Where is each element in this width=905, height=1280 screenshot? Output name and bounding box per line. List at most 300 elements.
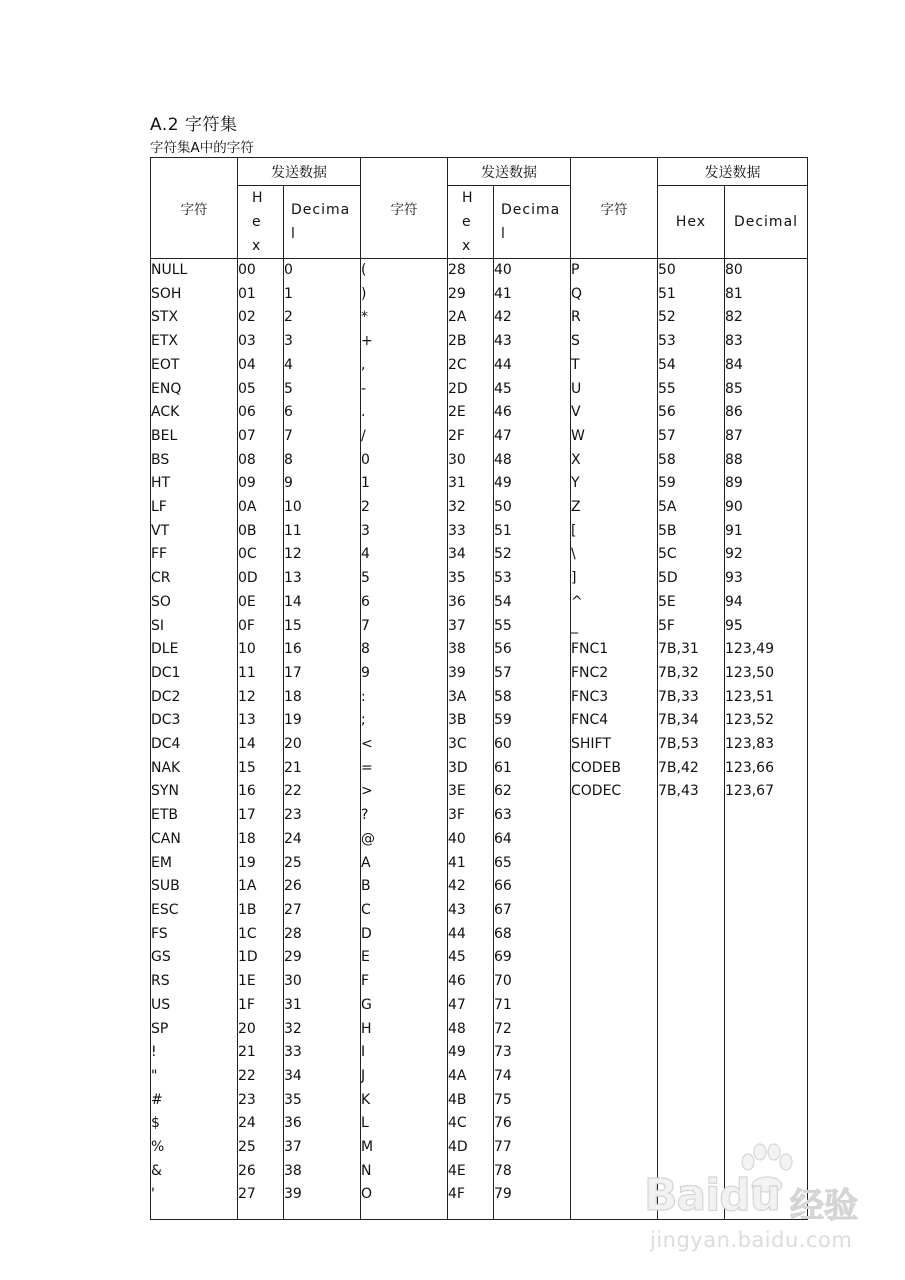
table-row — [151, 472, 808, 496]
cell-char-b: - — [361, 378, 448, 402]
cell-char-a: SP — [151, 1018, 238, 1042]
cell-hex-c: 52 — [658, 306, 725, 330]
cell-hex-a: 1C — [238, 923, 284, 947]
cell-char-c: W — [571, 425, 658, 449]
cell-dec-c: 83 — [725, 330, 808, 354]
table-row — [151, 330, 808, 354]
cell-hex-b: 48 — [448, 1018, 494, 1042]
cell-char-b: ( — [361, 259, 448, 283]
cell-hex-a: 27 — [238, 1183, 284, 1207]
cell-dec-a: 24 — [284, 828, 361, 852]
cell-char-c: T — [571, 354, 658, 378]
cell-char-b: 6 — [361, 591, 448, 615]
cell-dec-a: 37 — [284, 1136, 361, 1160]
cell-char-b: ; — [361, 709, 448, 733]
cell-char-c: ^ — [571, 591, 658, 615]
cell-dec-c — [725, 1089, 808, 1113]
cell-char-b: J — [361, 1065, 448, 1089]
cell-dec-b: 47 — [494, 425, 571, 449]
table-row — [151, 283, 808, 307]
cell-dec-a: 23 — [284, 804, 361, 828]
cell-hex-b: 35 — [448, 567, 494, 591]
cell-dec-a: 4 — [284, 354, 361, 378]
cell-hex-c — [658, 946, 725, 970]
cell-dec-b: 48 — [494, 449, 571, 473]
cell-hex-c — [658, 994, 725, 1018]
table-row — [151, 638, 808, 662]
cell-char-c: FNC3 — [571, 686, 658, 710]
cell-char-c: FNC4 — [571, 709, 658, 733]
table-row — [151, 875, 808, 899]
cell-char-c — [571, 1018, 658, 1042]
cell-hex-b: 3A — [448, 686, 494, 710]
cell-hex-c — [658, 1112, 725, 1136]
cell-dec-b: 76 — [494, 1112, 571, 1136]
cell-char-a: CR — [151, 567, 238, 591]
table-bottom-cell — [448, 1207, 494, 1220]
cell-dec-b: 50 — [494, 496, 571, 520]
cell-dec-b: 46 — [494, 401, 571, 425]
cell-char-b: 1 — [361, 472, 448, 496]
cell-hex-a: 16 — [238, 780, 284, 804]
cell-char-c — [571, 804, 658, 828]
decimal-header-3: Decimal — [725, 186, 808, 259]
cell-char-c: FNC2 — [571, 662, 658, 686]
cell-dec-b: 45 — [494, 378, 571, 402]
cell-hex-b: 4A — [448, 1065, 494, 1089]
cell-hex-c: 7B,31 — [658, 638, 725, 662]
cell-hex-b: 28 — [448, 259, 494, 283]
cell-char-c — [571, 970, 658, 994]
cell-char-b: > — [361, 780, 448, 804]
cell-dec-c: 123,51 — [725, 686, 808, 710]
cell-char-a: DC3 — [151, 709, 238, 733]
cell-dec-b: 63 — [494, 804, 571, 828]
table-row — [151, 780, 808, 804]
cell-dec-a: 5 — [284, 378, 361, 402]
cell-dec-c — [725, 994, 808, 1018]
cell-hex-c: 54 — [658, 354, 725, 378]
cell-char-c — [571, 828, 658, 852]
cell-hex-b: 3B — [448, 709, 494, 733]
table-row — [151, 970, 808, 994]
cell-hex-c: 59 — [658, 472, 725, 496]
cell-hex-a: 00 — [238, 259, 284, 283]
cell-char-b: G — [361, 994, 448, 1018]
cell-hex-a: 19 — [238, 852, 284, 876]
cell-hex-c: 7B,42 — [658, 757, 725, 781]
cell-hex-a: 07 — [238, 425, 284, 449]
cell-dec-b: 69 — [494, 946, 571, 970]
cell-char-c: CODEB — [571, 757, 658, 781]
cell-dec-c: 92 — [725, 543, 808, 567]
table-bottom-cell — [361, 1207, 448, 1220]
cell-dec-b: 56 — [494, 638, 571, 662]
cell-hex-a: 03 — [238, 330, 284, 354]
cell-char-c: FNC1 — [571, 638, 658, 662]
cell-char-b: B — [361, 875, 448, 899]
table-row — [151, 1065, 808, 1089]
cell-char-a: DC1 — [151, 662, 238, 686]
cell-hex-c: 5A — [658, 496, 725, 520]
cell-hex-b: 2C — [448, 354, 494, 378]
cell-char-c — [571, 875, 658, 899]
cell-hex-b: 33 — [448, 520, 494, 544]
cell-dec-a: 17 — [284, 662, 361, 686]
cell-dec-a: 9 — [284, 472, 361, 496]
cell-hex-b: 4E — [448, 1160, 494, 1184]
cell-char-b: E — [361, 946, 448, 970]
table-row — [151, 804, 808, 828]
cell-dec-b: 49 — [494, 472, 571, 496]
cell-dec-b: 57 — [494, 662, 571, 686]
cell-char-c — [571, 1089, 658, 1113]
cell-dec-a: 12 — [284, 543, 361, 567]
cell-dec-b: 67 — [494, 899, 571, 923]
cell-hex-c: 55 — [658, 378, 725, 402]
table-row — [151, 496, 808, 520]
cell-hex-a: 0D — [238, 567, 284, 591]
cell-hex-c — [658, 1041, 725, 1065]
cell-hex-c — [658, 852, 725, 876]
cell-char-a: ' — [151, 1183, 238, 1207]
cell-char-b: 2 — [361, 496, 448, 520]
cell-dec-c: 87 — [725, 425, 808, 449]
table-row — [151, 757, 808, 781]
cell-dec-c: 90 — [725, 496, 808, 520]
cell-dec-a: 15 — [284, 615, 361, 639]
cell-hex-b: 4D — [448, 1136, 494, 1160]
cell-dec-a: 11 — [284, 520, 361, 544]
cell-char-b: 8 — [361, 638, 448, 662]
cell-char-b: 0 — [361, 449, 448, 473]
cell-dec-b: 74 — [494, 1065, 571, 1089]
cell-dec-b: 61 — [494, 757, 571, 781]
cell-hex-c — [658, 899, 725, 923]
cell-dec-c — [725, 970, 808, 994]
char-header-3: 字符 — [571, 158, 658, 259]
cell-dec-c — [725, 1065, 808, 1089]
cell-dec-b: 75 — [494, 1089, 571, 1113]
table-row — [151, 994, 808, 1018]
cell-hex-a: 09 — [238, 472, 284, 496]
cell-char-b: + — [361, 330, 448, 354]
cell-char-c: \ — [571, 543, 658, 567]
cell-hex-c — [658, 804, 725, 828]
cell-char-c: P — [571, 259, 658, 283]
cell-hex-a: 14 — [238, 733, 284, 757]
cell-hex-a: 10 — [238, 638, 284, 662]
cell-hex-a: 1F — [238, 994, 284, 1018]
cell-hex-c — [658, 1089, 725, 1113]
cell-dec-b: 53 — [494, 567, 571, 591]
char-header-1: 字符 — [151, 158, 238, 259]
cell-char-a: SYN — [151, 780, 238, 804]
cell-hex-c — [658, 970, 725, 994]
baidu-jingyan-watermark — [640, 1140, 870, 1270]
cell-char-a: RS — [151, 970, 238, 994]
cell-dec-c: 123,50 — [725, 662, 808, 686]
cell-hex-c: 7B,34 — [658, 709, 725, 733]
cell-hex-a: 0C — [238, 543, 284, 567]
cell-hex-b: 2F — [448, 425, 494, 449]
cell-dec-b: 64 — [494, 828, 571, 852]
cell-dec-b: 62 — [494, 780, 571, 804]
cell-dec-c: 123,52 — [725, 709, 808, 733]
cell-char-b: C — [361, 899, 448, 923]
table-row — [151, 259, 808, 283]
cell-dec-a: 34 — [284, 1065, 361, 1089]
cell-dec-c: 81 — [725, 283, 808, 307]
table-bottom-cell — [238, 1207, 284, 1220]
cell-dec-b: 72 — [494, 1018, 571, 1042]
cell-char-b: H — [361, 1018, 448, 1042]
table-caption: 字符集A中的字符 — [150, 140, 254, 156]
cell-dec-a: 0 — [284, 259, 361, 283]
cell-char-a: SO — [151, 591, 238, 615]
cell-hex-c: 58 — [658, 449, 725, 473]
cell-char-c — [571, 1065, 658, 1089]
cell-char-c — [571, 923, 658, 947]
cell-dec-a: 32 — [284, 1018, 361, 1042]
cell-hex-a: 02 — [238, 306, 284, 330]
cell-dec-c — [725, 1041, 808, 1065]
cell-dec-a: 6 — [284, 401, 361, 425]
cell-char-a: GS — [151, 946, 238, 970]
cell-dec-a: 16 — [284, 638, 361, 662]
cell-hex-b: 36 — [448, 591, 494, 615]
cell-char-b: M — [361, 1136, 448, 1160]
hex-header-2: He x — [448, 186, 494, 259]
cell-dec-b: 66 — [494, 875, 571, 899]
cell-char-a: LF — [151, 496, 238, 520]
cell-hex-c: 56 — [658, 401, 725, 425]
cell-dec-a: 13 — [284, 567, 361, 591]
cell-hex-a: 18 — [238, 828, 284, 852]
cell-char-c: CODEC — [571, 780, 658, 804]
cell-char-c: _ — [571, 615, 658, 639]
cell-hex-a: 21 — [238, 1041, 284, 1065]
send-data-header-3: 发送数据 — [658, 158, 808, 186]
cell-hex-c — [658, 923, 725, 947]
send-data-header-1: 发送数据 — [238, 158, 361, 186]
cell-dec-a: 27 — [284, 899, 361, 923]
table-row — [151, 591, 808, 615]
cell-dec-b: 55 — [494, 615, 571, 639]
cell-hex-b: 29 — [448, 283, 494, 307]
cell-char-c: Q — [571, 283, 658, 307]
cell-dec-b: 43 — [494, 330, 571, 354]
cell-hex-c: 50 — [658, 259, 725, 283]
cell-dec-c — [725, 1018, 808, 1042]
cell-hex-b: 4F — [448, 1183, 494, 1207]
cell-dec-a: 26 — [284, 875, 361, 899]
table-bottom-cell — [151, 1207, 238, 1220]
cell-hex-b: 4C — [448, 1112, 494, 1136]
cell-hex-b: 38 — [448, 638, 494, 662]
cell-char-a: % — [151, 1136, 238, 1160]
cell-hex-c: 5C — [658, 543, 725, 567]
cell-dec-c — [725, 804, 808, 828]
cell-hex-c: 7B,32 — [658, 662, 725, 686]
cell-hex-a: 1D — [238, 946, 284, 970]
table-row — [151, 828, 808, 852]
cell-dec-c: 123,83 — [725, 733, 808, 757]
cell-char-c: R — [571, 306, 658, 330]
cell-dec-c — [725, 1112, 808, 1136]
cell-char-a: EOT — [151, 354, 238, 378]
cell-dec-a: 38 — [284, 1160, 361, 1184]
cell-dec-c: 85 — [725, 378, 808, 402]
cell-hex-b: 32 — [448, 496, 494, 520]
cell-hex-a: 26 — [238, 1160, 284, 1184]
table-row — [151, 1089, 808, 1113]
cell-hex-c — [658, 1065, 725, 1089]
cell-hex-c: 57 — [658, 425, 725, 449]
cell-hex-b: 4B — [448, 1089, 494, 1113]
cell-hex-c: 5E — [658, 591, 725, 615]
cell-dec-b: 65 — [494, 852, 571, 876]
cell-char-b: ) — [361, 283, 448, 307]
cell-hex-b: 3F — [448, 804, 494, 828]
cell-char-b: 9 — [361, 662, 448, 686]
cell-char-c: ] — [571, 567, 658, 591]
cell-char-c: SHIFT — [571, 733, 658, 757]
decimal-header-1: Decima l — [284, 186, 361, 259]
cell-dec-a: 1 — [284, 283, 361, 307]
table-row — [151, 401, 808, 425]
cell-dec-a: 8 — [284, 449, 361, 473]
cell-dec-c: 89 — [725, 472, 808, 496]
cell-dec-a: 36 — [284, 1112, 361, 1136]
cell-hex-c — [658, 1018, 725, 1042]
cell-char-b: 7 — [361, 615, 448, 639]
cell-char-b: I — [361, 1041, 448, 1065]
cell-char-b: N — [361, 1160, 448, 1184]
cell-char-c — [571, 899, 658, 923]
cell-hex-c: 53 — [658, 330, 725, 354]
cell-hex-a: 01 — [238, 283, 284, 307]
cell-char-a: FF — [151, 543, 238, 567]
cell-dec-a: 33 — [284, 1041, 361, 1065]
cell-dec-c: 123,67 — [725, 780, 808, 804]
cell-char-a: " — [151, 1065, 238, 1089]
cell-hex-b: 42 — [448, 875, 494, 899]
cell-char-a: NULL — [151, 259, 238, 283]
cell-hex-a: 15 — [238, 757, 284, 781]
cell-dec-c: 82 — [725, 306, 808, 330]
cell-char-a: NAK — [151, 757, 238, 781]
cell-dec-b: 77 — [494, 1136, 571, 1160]
cell-hex-c: 5F — [658, 615, 725, 639]
cell-dec-a: 3 — [284, 330, 361, 354]
cell-char-a: VT — [151, 520, 238, 544]
cell-dec-b: 44 — [494, 354, 571, 378]
cell-hex-c: 7B,53 — [658, 733, 725, 757]
table-row — [151, 686, 808, 710]
cell-dec-a: 31 — [284, 994, 361, 1018]
cell-hex-b: 46 — [448, 970, 494, 994]
cell-hex-b: 44 — [448, 923, 494, 947]
cell-dec-c: 95 — [725, 615, 808, 639]
cell-dec-a: 10 — [284, 496, 361, 520]
cell-char-b: < — [361, 733, 448, 757]
cell-char-b: 5 — [361, 567, 448, 591]
cell-hex-c: 5D — [658, 567, 725, 591]
cell-char-c — [571, 946, 658, 970]
cell-char-a: SI — [151, 615, 238, 639]
cell-char-b: 3 — [361, 520, 448, 544]
cell-char-c: S — [571, 330, 658, 354]
cell-hex-a: 22 — [238, 1065, 284, 1089]
cell-hex-b: 2B — [448, 330, 494, 354]
cell-hex-a: 1A — [238, 875, 284, 899]
cell-hex-a: 0E — [238, 591, 284, 615]
cell-char-b: F — [361, 970, 448, 994]
cell-char-a: ETX — [151, 330, 238, 354]
cell-hex-a: 04 — [238, 354, 284, 378]
cell-dec-a: 28 — [284, 923, 361, 947]
cell-hex-a: 05 — [238, 378, 284, 402]
hex-header-1: He x — [238, 186, 284, 259]
cell-dec-a: 2 — [284, 306, 361, 330]
cell-hex-b: 41 — [448, 852, 494, 876]
table-row — [151, 733, 808, 757]
table-row — [151, 1018, 808, 1042]
cell-dec-c: 88 — [725, 449, 808, 473]
cell-char-b: K — [361, 1089, 448, 1113]
cell-char-c: V — [571, 401, 658, 425]
cell-char-a: ETB — [151, 804, 238, 828]
table-bottom-cell — [284, 1207, 361, 1220]
cell-char-a: HT — [151, 472, 238, 496]
cell-dec-a: 18 — [284, 686, 361, 710]
table-row — [151, 946, 808, 970]
table-row — [151, 520, 808, 544]
cell-dec-c — [725, 875, 808, 899]
cell-hex-a: 25 — [238, 1136, 284, 1160]
cell-dec-a: 29 — [284, 946, 361, 970]
cell-char-a: # — [151, 1089, 238, 1113]
cell-char-b: . — [361, 401, 448, 425]
cell-hex-c — [658, 828, 725, 852]
cell-char-c: [ — [571, 520, 658, 544]
cell-char-b: 4 — [361, 543, 448, 567]
cell-dec-b: 73 — [494, 1041, 571, 1065]
cell-dec-b: 70 — [494, 970, 571, 994]
cell-char-a: EM — [151, 852, 238, 876]
cell-hex-a: 0F — [238, 615, 284, 639]
cell-hex-a: 20 — [238, 1018, 284, 1042]
cell-char-a: ENQ — [151, 378, 238, 402]
cell-dec-c: 91 — [725, 520, 808, 544]
cell-hex-c: 7B,33 — [658, 686, 725, 710]
cell-hex-a: 0B — [238, 520, 284, 544]
cell-hex-a: 12 — [238, 686, 284, 710]
cell-dec-a: 39 — [284, 1183, 361, 1207]
watermark-brand-suffix: 经验 — [790, 1186, 858, 1226]
section-title: A.2 字符集 — [150, 115, 238, 135]
table-row — [151, 1041, 808, 1065]
cell-char-a: DC2 — [151, 686, 238, 710]
cell-char-b: A — [361, 852, 448, 876]
cell-hex-b: 30 — [448, 449, 494, 473]
cell-char-a: BS — [151, 449, 238, 473]
cell-char-a: US — [151, 994, 238, 1018]
cell-char-a: ESC — [151, 899, 238, 923]
table-bottom-cell — [494, 1207, 571, 1220]
watermark-url: jingyan.baidu.com — [650, 1228, 853, 1252]
